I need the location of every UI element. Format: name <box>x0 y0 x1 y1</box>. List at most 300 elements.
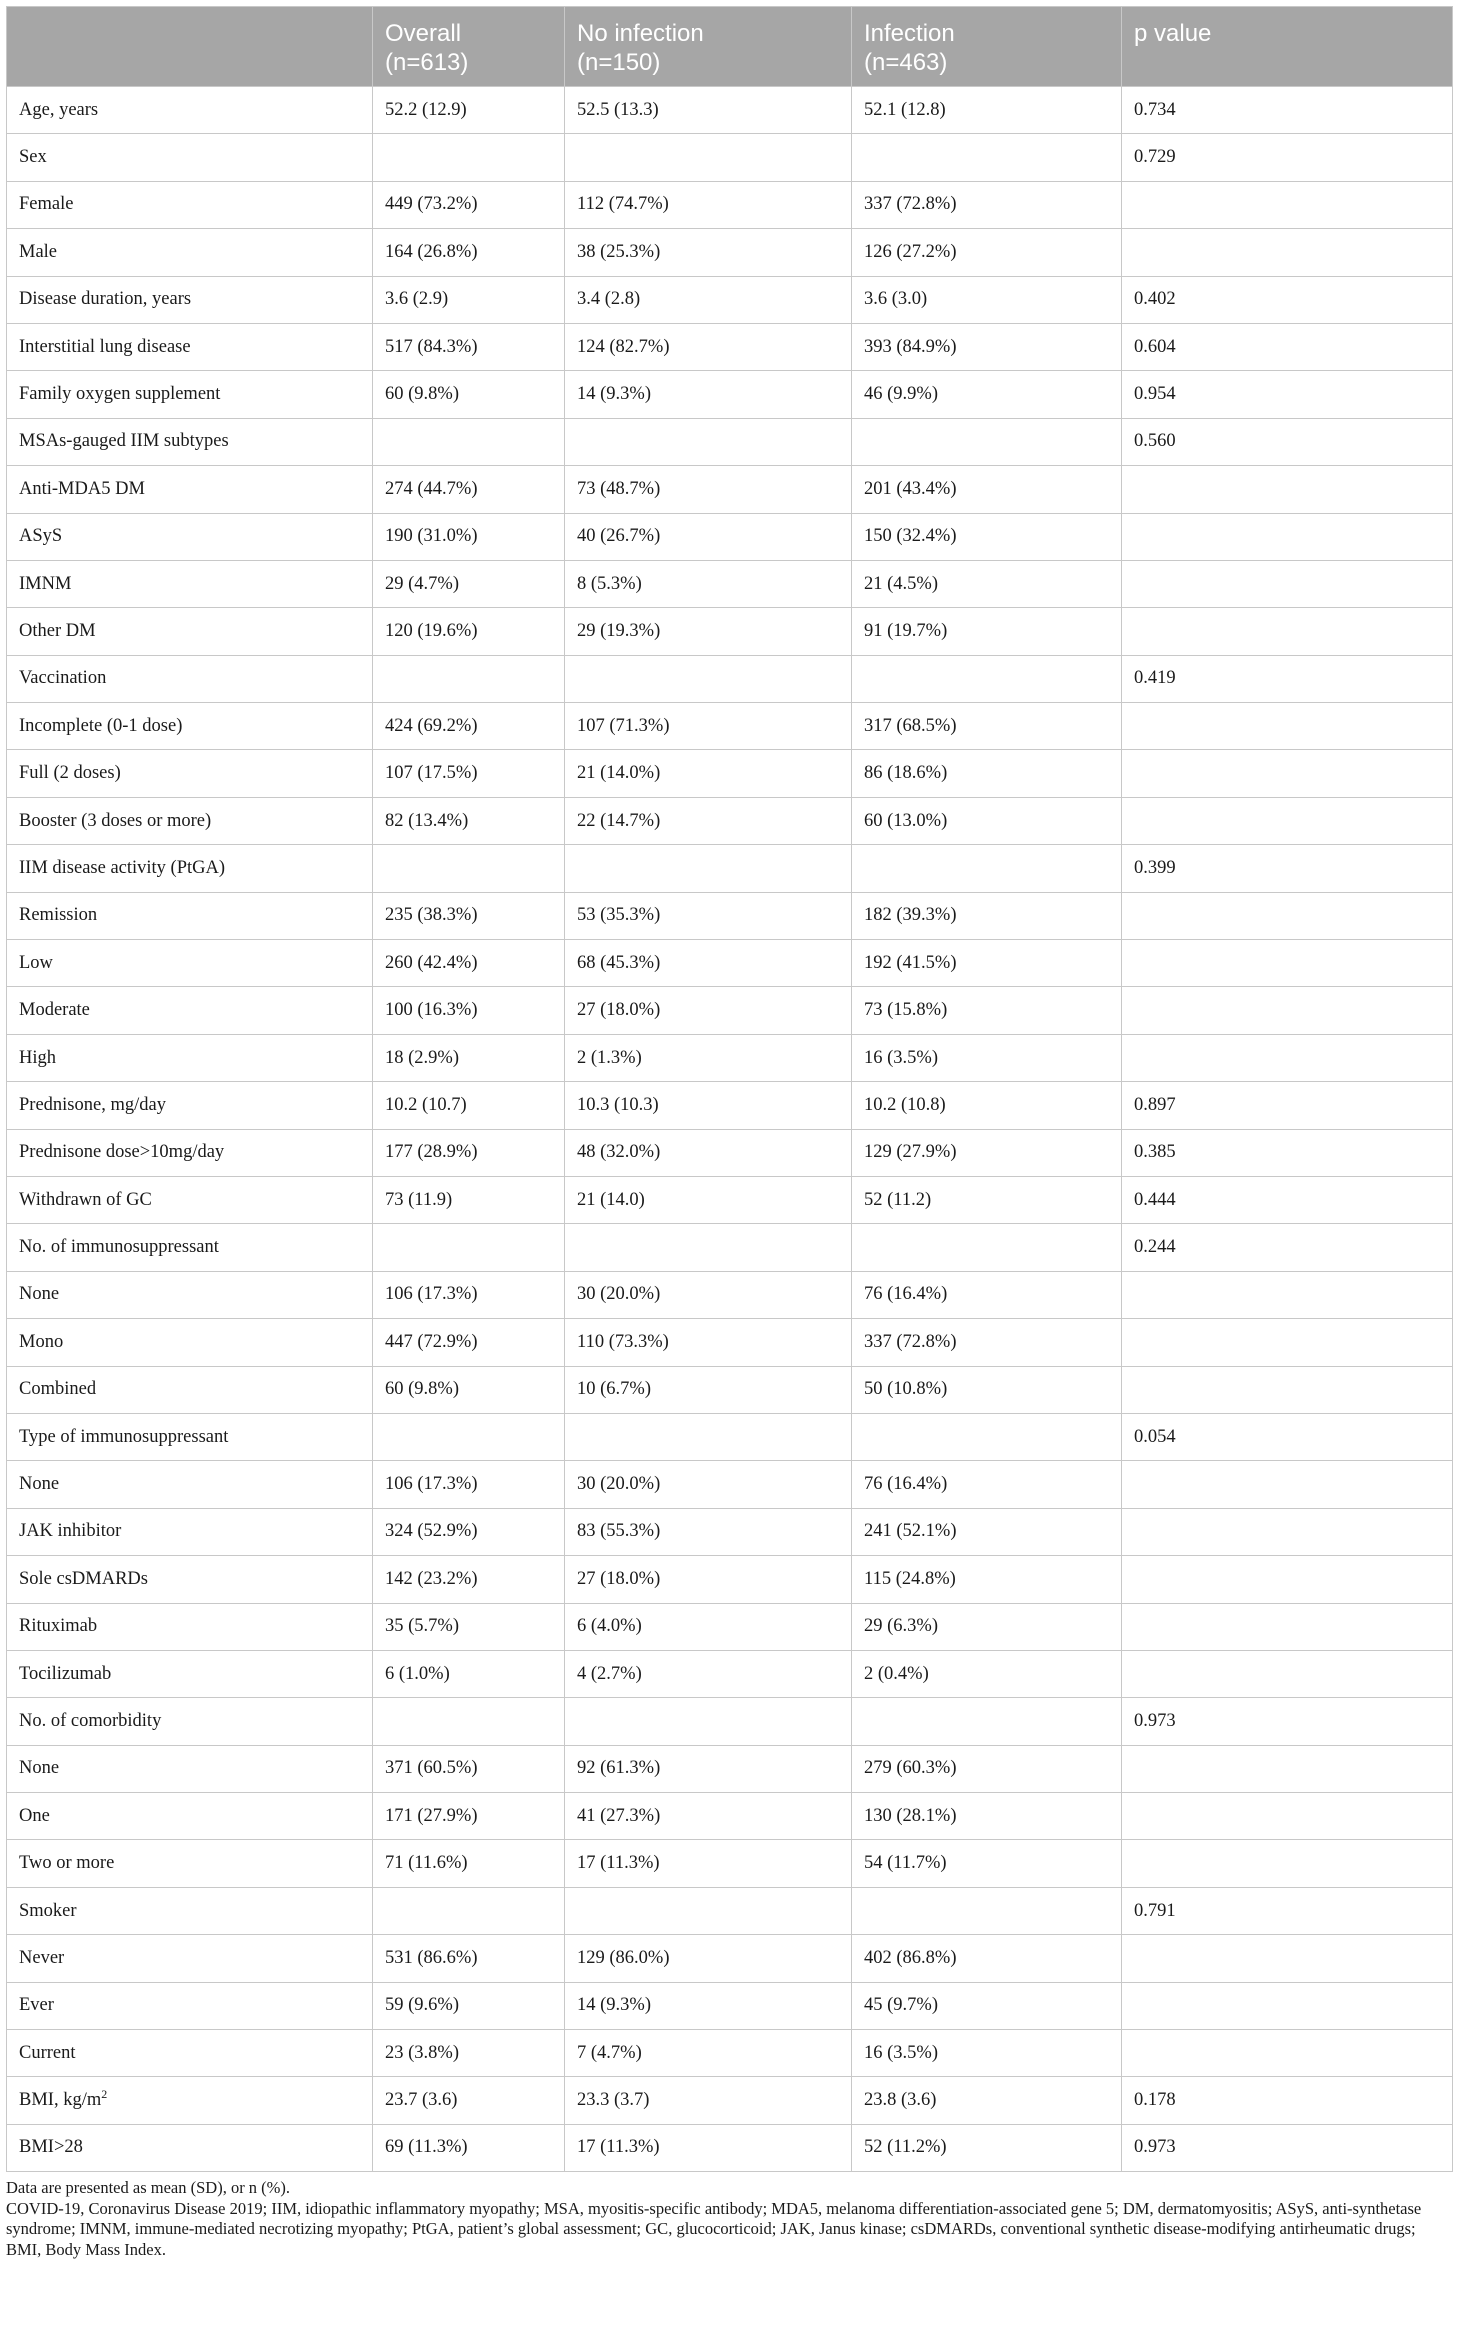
cell-overall-text: 18 (2.9%) <box>385 1047 459 1068</box>
cell-no-infection-text: 83 (55.3%) <box>577 1521 661 1542</box>
cell-label <box>7 845 373 892</box>
cell-overall <box>373 940 565 987</box>
cell-infection <box>852 1224 1122 1271</box>
cell-p-value <box>1122 655 1453 702</box>
cell-infection <box>852 1082 1122 1129</box>
cell-p-value-text: 0.791 <box>1134 1900 1176 1921</box>
cell-p-value <box>1122 892 1453 939</box>
cell-no-infection <box>565 134 852 181</box>
cell-no-infection-text: 7 (4.7%) <box>577 2042 642 2063</box>
table-row <box>7 2077 1453 2124</box>
cell-infection <box>852 750 1122 797</box>
cell-overall <box>373 1650 565 1697</box>
table-row <box>7 1745 1453 1792</box>
table-row <box>7 1508 1453 1555</box>
cell-infection-text: 2 (0.4%) <box>864 1663 929 1684</box>
cell-label <box>7 1793 373 1840</box>
table-row <box>7 987 1453 1034</box>
cell-infection-text: 337 (72.8%) <box>864 194 957 215</box>
table-row <box>7 1224 1453 1271</box>
cell-no-infection-text: 21 (14.0%) <box>577 763 661 784</box>
cell-p-value <box>1122 1034 1453 1081</box>
cell-infection-text: 241 (52.1%) <box>864 1521 957 1542</box>
cell-infection <box>852 655 1122 702</box>
cell-label-text: JAK inhibitor <box>19 1521 122 1542</box>
cell-infection-text: 192 (41.5%) <box>864 952 957 973</box>
table-row <box>7 1413 1453 1460</box>
cell-infection <box>852 1508 1122 1555</box>
cell-no-infection <box>565 1413 852 1460</box>
cell-p-value <box>1122 1508 1453 1555</box>
cell-label <box>7 2124 373 2171</box>
cell-overall <box>373 1271 565 1318</box>
cell-no-infection <box>565 703 852 750</box>
cell-overall <box>373 229 565 276</box>
cell-infection-text: 279 (60.3%) <box>864 1758 957 1779</box>
cell-infection <box>852 1461 1122 1508</box>
cell-infection <box>852 1271 1122 1318</box>
cell-overall <box>373 845 565 892</box>
cell-label-text: Remission <box>19 905 98 926</box>
table-row <box>7 1982 1453 2029</box>
cell-infection <box>852 703 1122 750</box>
cell-overall <box>373 987 565 1034</box>
cell-no-infection <box>565 1840 852 1887</box>
cell-p-value-text: 0.973 <box>1134 1710 1176 1731</box>
cell-p-value <box>1122 513 1453 560</box>
cell-overall-text: 6 (1.0%) <box>385 1663 450 1684</box>
cell-label <box>7 750 373 797</box>
cell-label <box>7 513 373 560</box>
cell-no-infection <box>565 181 852 228</box>
cell-overall-text: 424 (69.2%) <box>385 715 478 736</box>
cell-no-infection-text: 38 (25.3%) <box>577 241 661 262</box>
cell-no-infection <box>565 513 852 560</box>
table-header-row <box>7 7 1453 87</box>
cell-infection-text: 201 (43.4%) <box>864 478 957 499</box>
cell-p-value <box>1122 1698 1453 1745</box>
cell-no-infection-text: 6 (4.0%) <box>577 1616 642 1637</box>
baseline-characteristics-table <box>6 6 1453 2172</box>
cell-label <box>7 1745 373 1792</box>
cell-label-text: BMI>28 <box>19 2137 83 2158</box>
cell-no-infection <box>565 1082 852 1129</box>
cell-infection <box>852 1603 1122 1650</box>
cell-no-infection <box>565 560 852 607</box>
cell-label <box>7 1650 373 1697</box>
cell-label <box>7 229 373 276</box>
cell-label <box>7 1034 373 1081</box>
cell-no-infection-text: 48 (32.0%) <box>577 1142 661 1163</box>
cell-infection <box>852 181 1122 228</box>
cell-p-value <box>1122 845 1453 892</box>
cell-p-value <box>1122 1271 1453 1318</box>
cell-label <box>7 1508 373 1555</box>
cell-infection <box>852 1034 1122 1081</box>
cell-overall-text: 69 (11.3%) <box>385 2137 468 2158</box>
table-row <box>7 608 1453 655</box>
cell-label-text: Booster (3 doses or more) <box>19 810 212 831</box>
cell-p-value <box>1122 560 1453 607</box>
table-body <box>7 87 1453 2172</box>
cell-label <box>7 560 373 607</box>
cell-label-text: Mono <box>19 1331 64 1352</box>
cell-infection-text: 91 (19.7%) <box>864 620 948 641</box>
cell-infection <box>852 134 1122 181</box>
cell-overall-text: 52.2 (12.9) <box>385 99 467 120</box>
cell-no-infection <box>565 1461 852 1508</box>
cell-overall <box>373 1793 565 1840</box>
cell-label <box>7 1935 373 1982</box>
cell-label-text: Two or more <box>19 1853 115 1874</box>
cell-no-infection-text: 124 (82.7%) <box>577 336 670 357</box>
cell-no-infection <box>565 608 852 655</box>
cell-no-infection <box>565 2030 852 2077</box>
cell-overall-text: 120 (19.6%) <box>385 620 478 641</box>
cell-infection <box>852 229 1122 276</box>
cell-p-value <box>1122 418 1453 465</box>
cell-p-value <box>1122 2077 1453 2124</box>
cell-infection-text: 52.1 (12.8) <box>864 99 946 120</box>
cell-no-infection <box>565 655 852 702</box>
cell-overall <box>373 1556 565 1603</box>
cell-no-infection <box>565 940 852 987</box>
cell-no-infection <box>565 1034 852 1081</box>
cell-label-text: Anti-MDA5 DM <box>19 478 145 499</box>
cell-no-infection <box>565 1887 852 1934</box>
cell-no-infection-text: 30 (20.0%) <box>577 1284 661 1305</box>
cell-label <box>7 1271 373 1318</box>
cell-overall-text: 3.6 (2.9) <box>385 289 449 310</box>
cell-infection-text: 402 (86.8%) <box>864 1947 957 1968</box>
cell-overall-text: 60 (9.8%) <box>385 1379 459 1400</box>
cell-p-value <box>1122 1413 1453 1460</box>
cell-no-infection <box>565 1366 852 1413</box>
cell-label-text: IMNM <box>19 573 72 594</box>
cell-no-infection-text: 129 (86.0%) <box>577 1947 670 1968</box>
table-footnotes <box>6 2178 1452 2260</box>
cell-overall <box>373 608 565 655</box>
cell-p-value <box>1122 1461 1453 1508</box>
cell-infection <box>852 2030 1122 2077</box>
cell-label-text: Sex <box>19 147 47 168</box>
cell-p-value-text: 0.897 <box>1134 1094 1176 1115</box>
cell-label-text: Other DM <box>19 620 96 641</box>
cell-p-value <box>1122 940 1453 987</box>
table-row <box>7 1082 1453 1129</box>
cell-overall-text: 177 (28.9%) <box>385 1142 478 1163</box>
cell-p-value <box>1122 1935 1453 1982</box>
header-overall: Overall (n=613) <box>373 7 565 87</box>
cell-overall-text: 142 (23.2%) <box>385 1568 478 1589</box>
cell-label-text: No. of immunosuppressant <box>19 1237 219 1258</box>
cell-p-value <box>1122 1650 1453 1697</box>
cell-label-text: High <box>19 1047 56 1068</box>
cell-label-text: One <box>19 1805 50 1826</box>
cell-p-value <box>1122 1224 1453 1271</box>
cell-no-infection-text: 10.3 (10.3) <box>577 1094 659 1115</box>
cell-p-value <box>1122 2124 1453 2171</box>
cell-overall-text: 371 (60.5%) <box>385 1758 478 1779</box>
cell-overall-text: 274 (44.7%) <box>385 478 478 499</box>
cell-infection <box>852 1745 1122 1792</box>
cell-overall-text: 517 (84.3%) <box>385 336 478 357</box>
cell-overall <box>373 181 565 228</box>
table-row <box>7 750 1453 797</box>
table-row <box>7 1319 1453 1366</box>
cell-overall <box>373 371 565 418</box>
cell-infection <box>852 323 1122 370</box>
table-row <box>7 229 1453 276</box>
cell-p-value <box>1122 703 1453 750</box>
table-row <box>7 1793 1453 1840</box>
cell-infection-text: 10.2 (10.8) <box>864 1094 946 1115</box>
cell-no-infection <box>565 892 852 939</box>
cell-overall-text: 107 (17.5%) <box>385 763 478 784</box>
cell-no-infection-text: 4 (2.7%) <box>577 1663 642 1684</box>
cell-label <box>7 1698 373 1745</box>
cell-label-text: Tocilizumab <box>19 1663 112 1684</box>
cell-no-infection-text: 17 (11.3%) <box>577 1853 660 1874</box>
cell-label-text: None <box>19 1284 60 1305</box>
table-row <box>7 2124 1453 2171</box>
table-row <box>7 323 1453 370</box>
cell-label-text: Low <box>19 952 53 973</box>
cell-overall-text: 171 (27.9%) <box>385 1805 478 1826</box>
cell-p-value-text: 0.402 <box>1134 289 1176 310</box>
cell-infection-text: 46 (9.9%) <box>864 384 938 405</box>
cell-overall <box>373 2124 565 2171</box>
cell-p-value <box>1122 229 1453 276</box>
cell-p-value-text: 0.399 <box>1134 857 1176 878</box>
cell-p-value <box>1122 1745 1453 1792</box>
cell-label-text: MSAs-gauged IIM subtypes <box>19 431 229 452</box>
cell-label-text: Incomplete (0-1 dose) <box>19 715 183 736</box>
cell-infection-text: 60 (13.0%) <box>864 810 948 831</box>
cell-infection <box>852 1935 1122 1982</box>
cell-overall-text: 106 (17.3%) <box>385 1474 478 1495</box>
cell-label <box>7 1603 373 1650</box>
cell-infection <box>852 608 1122 655</box>
cell-no-infection-text: 107 (71.3%) <box>577 715 670 736</box>
cell-no-infection <box>565 1650 852 1697</box>
cell-no-infection-text: 10 (6.7%) <box>577 1379 651 1400</box>
cell-no-infection <box>565 845 852 892</box>
cell-no-infection <box>565 1224 852 1271</box>
cell-infection <box>852 987 1122 1034</box>
table-row <box>7 1034 1453 1081</box>
cell-no-infection-text: 40 (26.7%) <box>577 526 661 547</box>
cell-infection-text: 21 (4.5%) <box>864 573 938 594</box>
cell-overall-text: 100 (16.3%) <box>385 1000 478 1021</box>
cell-label-text: Rituximab <box>19 1616 98 1637</box>
cell-overall <box>373 560 565 607</box>
cell-no-infection <box>565 371 852 418</box>
cell-overall-text: 235 (38.3%) <box>385 905 478 926</box>
cell-infection-text: 76 (16.4%) <box>864 1284 948 1305</box>
header-infection: Infection (n=463) <box>852 7 1122 87</box>
cell-label-text: BMI, kg/m <box>19 2090 102 2111</box>
cell-label-text: Prednisone, mg/day <box>19 1094 166 1115</box>
cell-overall-text: 82 (13.4%) <box>385 810 469 831</box>
cell-infection-text: 16 (3.5%) <box>864 1047 938 1068</box>
cell-overall <box>373 87 565 134</box>
cell-overall <box>373 2030 565 2077</box>
cell-infection <box>852 1982 1122 2029</box>
cell-infection-text: 52 (11.2) <box>864 1189 932 1210</box>
cell-label <box>7 181 373 228</box>
cell-no-infection <box>565 2124 852 2171</box>
cell-label <box>7 1366 373 1413</box>
cell-p-value <box>1122 134 1453 181</box>
cell-no-infection <box>565 229 852 276</box>
cell-label-text: Ever <box>19 1995 54 2016</box>
cell-infection <box>852 892 1122 939</box>
cell-no-infection-text: 27 (18.0%) <box>577 1000 661 1021</box>
cell-infection <box>852 797 1122 844</box>
cell-p-value-text: 0.054 <box>1134 1426 1176 1447</box>
cell-no-infection <box>565 1698 852 1745</box>
table-row <box>7 940 1453 987</box>
cell-label-text: Female <box>19 194 74 215</box>
cell-label <box>7 1982 373 2029</box>
cell-label <box>7 371 373 418</box>
cell-p-value-text: 0.973 <box>1134 2137 1176 2158</box>
cell-label-text: Male <box>19 241 58 262</box>
cell-overall <box>373 1461 565 1508</box>
cell-p-value <box>1122 2030 1453 2077</box>
cell-infection <box>852 1556 1122 1603</box>
cell-infection <box>852 1793 1122 1840</box>
cell-no-infection <box>565 1271 852 1318</box>
cell-no-infection <box>565 1129 852 1176</box>
cell-no-infection <box>565 466 852 513</box>
table-row <box>7 134 1453 181</box>
table-row <box>7 371 1453 418</box>
cell-overall <box>373 513 565 560</box>
cell-no-infection <box>565 1793 852 1840</box>
cell-infection <box>852 1698 1122 1745</box>
cell-overall-text: 60 (9.8%) <box>385 384 459 405</box>
cell-label-text: Age, years <box>19 99 99 120</box>
cell-no-infection-text: 8 (5.3%) <box>577 573 642 594</box>
cell-p-value <box>1122 608 1453 655</box>
cell-no-infection-text: 14 (9.3%) <box>577 384 651 405</box>
cell-overall <box>373 1034 565 1081</box>
cell-overall <box>373 1982 565 2029</box>
footnote-abbreviations: COVID-19, Coronavirus Disease 2019; IIM, idiopathic inflammatory myopathy; MSA, myositis-specific antibody; MDA5, melanoma differentiation-associated gene 5; DM, dermatomyositis; ASyS, anti-synthetase syndrome; IMNM, immune-mediated necrotizing myopathy; PtGA, patient’s global assessment; GC, glucocorticoid; JAK, Janus kinase; csDMARDs, conventional synthetic disease-modifying antirheumatic drugs; BMI, Body Mass Index. <box>6 2198 1422 2259</box>
cell-no-infection <box>565 1935 852 1982</box>
cell-no-infection <box>565 750 852 797</box>
cell-infection <box>852 371 1122 418</box>
cell-overall <box>373 1413 565 1460</box>
cell-p-value <box>1122 750 1453 797</box>
cell-overall <box>373 1082 565 1129</box>
cell-infection-text: 54 (11.7%) <box>864 1853 947 1874</box>
cell-overall-text: 23.7 (3.6) <box>385 2090 458 2111</box>
header-no-infection: No infection (n=150) <box>565 7 852 87</box>
cell-label <box>7 1082 373 1129</box>
cell-overall-text: 447 (72.9%) <box>385 1331 478 1352</box>
cell-no-infection-text: 29 (19.3%) <box>577 620 661 641</box>
cell-overall-text: 324 (52.9%) <box>385 1521 478 1542</box>
cell-infection-text: 76 (16.4%) <box>864 1474 948 1495</box>
cell-infection <box>852 1366 1122 1413</box>
cell-label <box>7 87 373 134</box>
table-container <box>6 6 1452 2260</box>
cell-label-text: Interstitial lung disease <box>19 336 191 357</box>
cell-p-value-text: 0.178 <box>1134 2090 1176 2111</box>
cell-p-value-text: 0.954 <box>1134 384 1176 405</box>
cell-label-text: Combined <box>19 1379 97 1400</box>
cell-infection-text: 23.8 (3.6) <box>864 2090 937 2111</box>
cell-p-value-text: 0.729 <box>1134 147 1176 168</box>
cell-overall-text: 531 (86.6%) <box>385 1947 478 1968</box>
cell-overall-text: 71 (11.6%) <box>385 1853 468 1874</box>
cell-no-infection-text: 68 (45.3%) <box>577 952 661 973</box>
cell-no-infection-text: 92 (61.3%) <box>577 1758 661 1779</box>
cell-infection-text: 50 (10.8%) <box>864 1379 948 1400</box>
cell-label <box>7 134 373 181</box>
cell-p-value-text: 0.244 <box>1134 1237 1176 1258</box>
cell-infection <box>852 560 1122 607</box>
cell-infection-text: 52 (11.2%) <box>864 2137 947 2158</box>
cell-infection <box>852 87 1122 134</box>
cell-no-infection-text: 30 (20.0%) <box>577 1474 661 1495</box>
cell-overall <box>373 2077 565 2124</box>
cell-label <box>7 1413 373 1460</box>
cell-overall-text: 23 (3.8%) <box>385 2042 459 2063</box>
cell-label-text: Current <box>19 2042 76 2063</box>
cell-overall <box>373 134 565 181</box>
cell-p-value <box>1122 1793 1453 1840</box>
cell-infection <box>852 2124 1122 2171</box>
cell-no-infection-text: 17 (11.3%) <box>577 2137 660 2158</box>
table-row <box>7 1556 1453 1603</box>
cell-overall <box>373 1176 565 1223</box>
cell-p-value <box>1122 1887 1453 1934</box>
cell-no-infection-text: 23.3 (3.7) <box>577 2090 650 2111</box>
cell-overall-text: 10.2 (10.7) <box>385 1094 467 1115</box>
cell-overall <box>373 750 565 797</box>
cell-infection-text: 130 (28.1%) <box>864 1805 957 1826</box>
table-row <box>7 1366 1453 1413</box>
cell-label-text: Withdrawn of GC <box>19 1189 152 1210</box>
cell-overall <box>373 1935 565 1982</box>
cell-label-text: Sole csDMARDs <box>19 1568 148 1589</box>
cell-overall-text: 106 (17.3%) <box>385 1284 478 1305</box>
cell-overall-text: 164 (26.8%) <box>385 241 478 262</box>
table-row <box>7 181 1453 228</box>
cell-no-infection <box>565 2077 852 2124</box>
cell-no-infection <box>565 323 852 370</box>
cell-no-infection <box>565 797 852 844</box>
cell-infection <box>852 845 1122 892</box>
cell-p-value-text: 0.385 <box>1134 1142 1176 1163</box>
cell-infection <box>852 1129 1122 1176</box>
cell-no-infection-text: 112 (74.7%) <box>577 194 669 215</box>
cell-overall <box>373 466 565 513</box>
cell-label <box>7 892 373 939</box>
cell-overall-text: 59 (9.6%) <box>385 1995 459 2016</box>
cell-p-value-text: 0.734 <box>1134 99 1176 120</box>
cell-no-infection-text: 41 (27.3%) <box>577 1805 661 1826</box>
cell-label <box>7 323 373 370</box>
cell-infection-text: 126 (27.2%) <box>864 241 957 262</box>
cell-label <box>7 608 373 655</box>
table-row <box>7 1271 1453 1318</box>
cell-overall-text: 35 (5.7%) <box>385 1616 459 1637</box>
